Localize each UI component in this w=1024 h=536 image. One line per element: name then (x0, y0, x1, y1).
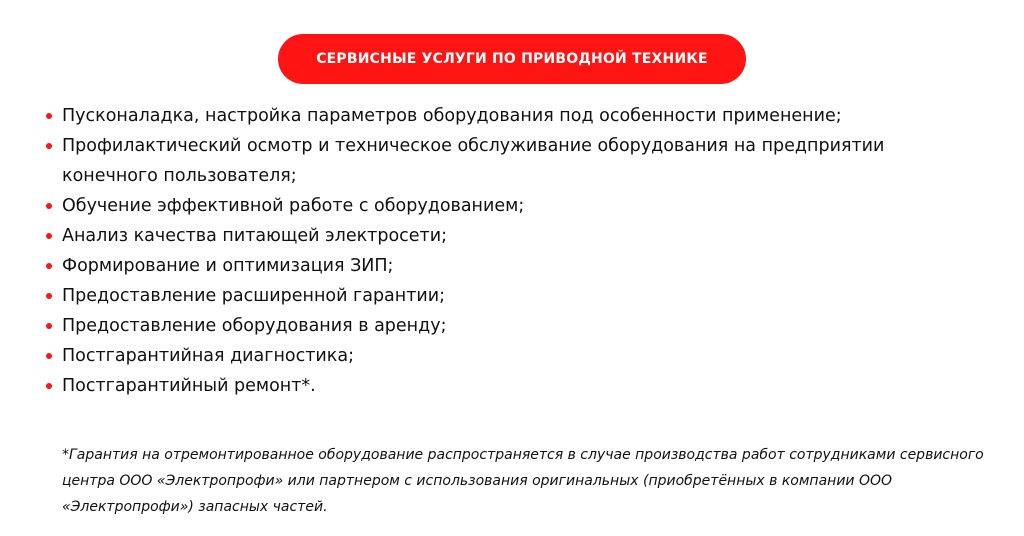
service-item-rental (46, 311, 986, 341)
service-item-label: Формирование и оптимизация ЗИП; (62, 256, 394, 276)
services-list (46, 101, 986, 401)
service-item-label: Обучение эффективной работе с оборудованием; (62, 196, 525, 216)
service-item-power-analysis (46, 221, 986, 251)
page-title: СЕРВИСНЫЕ УСЛУГИ ПО ПРИВОДНОЙ ТЕХНИКЕ (316, 51, 708, 67)
service-item-maintenance (46, 131, 986, 191)
service-item-label: Постгарантийная диагностика; (62, 346, 354, 366)
service-item-extended-warranty (46, 281, 986, 311)
service-item-label: Постгарантийный ремонт*. (62, 376, 316, 396)
service-item-post-warranty-diagnostics (46, 341, 986, 371)
bullet-icon (46, 323, 52, 329)
service-item-spare-parts (46, 251, 986, 281)
bullet-icon (46, 113, 52, 119)
service-item-label: Анализ качества питающей электросети; (62, 226, 448, 246)
service-item-label: Предоставление расширенной гарантии; (62, 286, 446, 306)
bullet-icon (46, 383, 52, 389)
bullet-icon (46, 293, 52, 299)
bullet-icon (46, 203, 52, 209)
bullet-icon (46, 143, 52, 149)
bullet-icon (46, 353, 52, 359)
service-item-post-warranty-repair (46, 371, 986, 401)
service-item-label: Профилактический осмотр и техническое обслуживание оборудования на предприятии конечного пользователя; (62, 136, 885, 186)
title-banner (278, 34, 746, 84)
service-item-commissioning (46, 101, 986, 131)
service-item-label: Предоставление оборудования в аренду; (62, 316, 447, 336)
bullet-icon (46, 233, 52, 239)
service-item-training (46, 191, 986, 221)
service-item-label: Пусконаладка, настройка параметров оборудования под особенности применение; (62, 106, 842, 126)
bullet-icon (46, 263, 52, 269)
warranty-footnote: *Гарантия на отремонтированное оборудование распространяется в случае производства работ сотрудниками сервисного центра ООО «Электропрофи» или партнером с использования оригинальных (приобретённых в компании ООО «Электропрофи») запасных частей. (62, 447, 984, 515)
